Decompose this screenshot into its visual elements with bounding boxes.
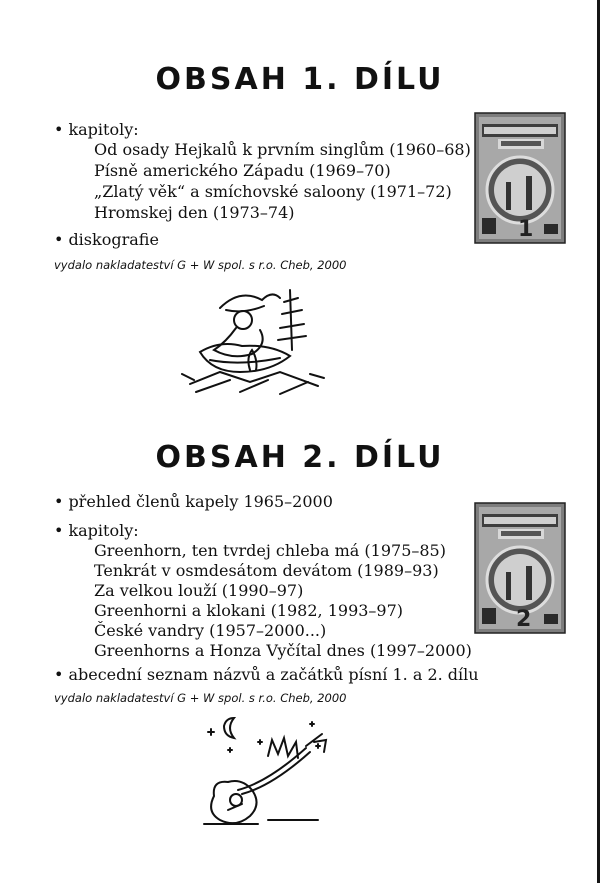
part1-chapter-3: „Zlatý věk“ a smíchovské saloony (1971–72) (94, 182, 452, 201)
part1-chapter-4: Hromskej den (1973–74) (94, 203, 295, 222)
book-cover-2-icon (474, 502, 566, 634)
guitar-moon-icon (198, 712, 338, 832)
part1-chapter-2: Písně amerického Západu (1969–70) (94, 161, 391, 180)
part2-chapter-2: Tenkrát v osmdesátom devátom (1989–93) (94, 561, 439, 580)
part2-chapter-4: Greenhorni a klokani (1982, 1993–97) (94, 601, 404, 620)
part2-publisher: vydalo nakladateství G + W spol. s r.o. Cheb, 2000 (54, 691, 347, 705)
part1-chapters-label: • kapitoly: (54, 120, 139, 140)
part2-chapter-3: Za velkou louží (1990–97) (94, 581, 304, 600)
part2-chapter-1: Greenhorn, ten tvrdej chleba má (1975–85) (94, 541, 446, 560)
part2-chapter-6: Greenhorns a Honza Vyčítal dnes (1997–2000) (94, 641, 472, 660)
svg-text:1: 1 (518, 217, 534, 242)
part1-chapter-1: Od osady Hejkalů k prvním singlům (1960–68) (94, 140, 471, 159)
part1-publisher: vydalo nakladateství G + W spol. s r.o. Cheb, 2000 (54, 258, 347, 272)
book-cover-1-icon (474, 112, 566, 244)
part2-members: • přehled členů kapely 1965–2000 (54, 492, 333, 512)
part1-heading: OBSAH 1. DÍLU (155, 62, 445, 97)
part2-heading: OBSAH 2. DÍLU (155, 440, 445, 475)
part2-chapter-5: České vandry (1957–2000...) (94, 621, 327, 640)
part1-discography: • diskografie (54, 230, 159, 250)
cowboy-campfire-icon (180, 280, 330, 405)
svg-text:2: 2 (516, 607, 532, 632)
part2-index: • abecední seznam názvů a začátků písní 1. a 2. dílu (54, 665, 479, 685)
part2-chapters-label: • kapitoly: (54, 521, 139, 541)
